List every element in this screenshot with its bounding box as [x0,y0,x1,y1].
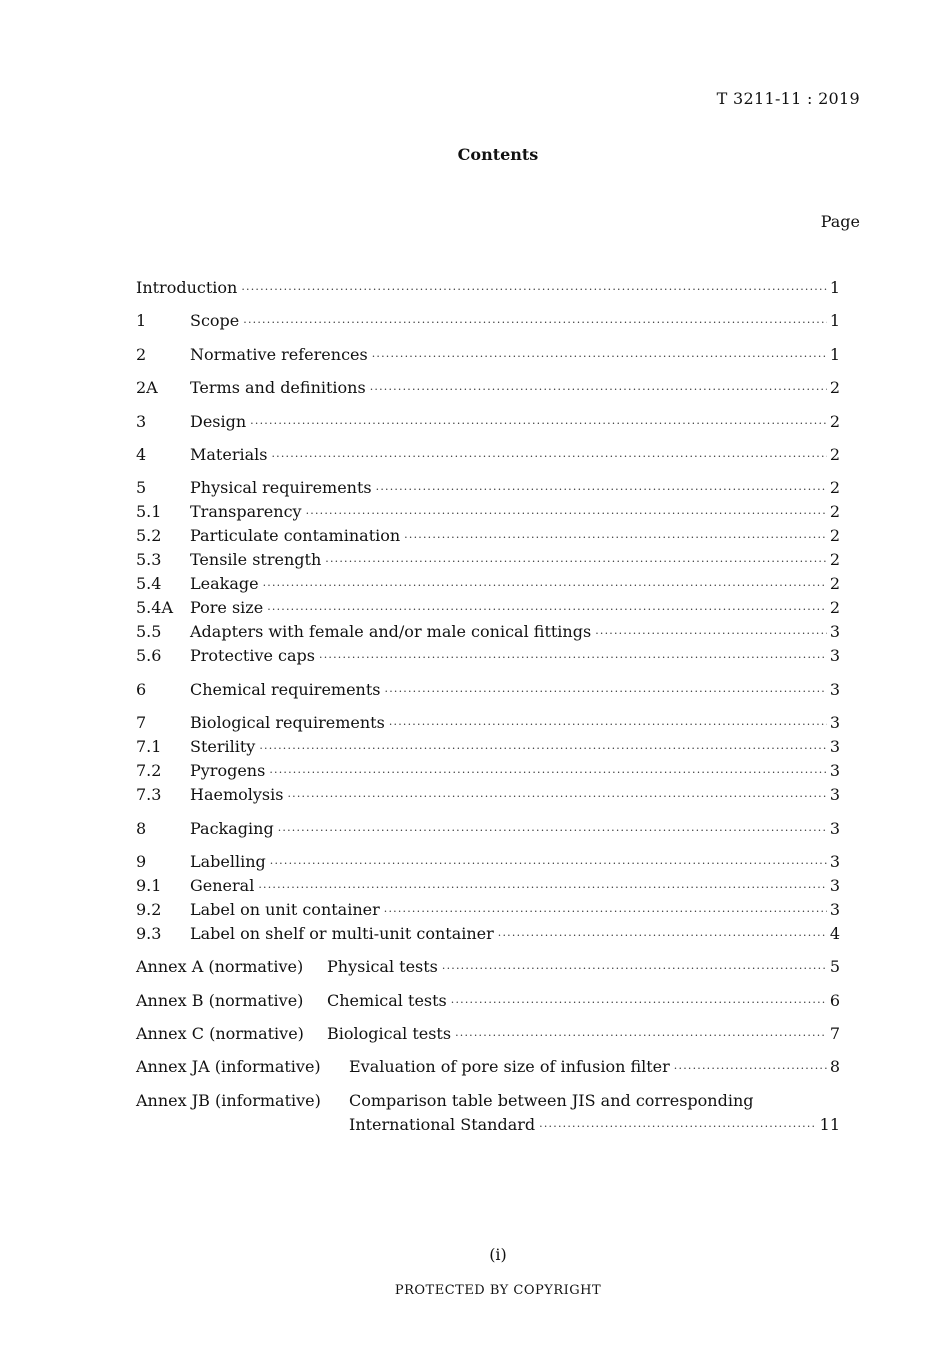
toc-entry-number: 7.1 [136,737,162,757]
leader-dots [539,1115,816,1139]
leader-dots [442,957,827,981]
toc-entry-page: 2 [829,550,840,570]
toc-entry-page: 1 [829,311,840,331]
leader-dots [370,378,827,402]
toc-entry-page: 5 [829,957,840,977]
toc-entry-title: Sterility [190,737,256,757]
toc-entry[interactable] [136,898,840,922]
toc-entry-page: 2 [829,574,840,594]
toc-entry[interactable] [136,759,840,783]
toc-entry[interactable] [136,548,840,572]
leader-dots [287,785,826,809]
toc-entry-page: 3 [829,679,840,699]
toc-entry-title: Chemical requirements [190,679,381,699]
toc-entry-page: 11 [819,1114,840,1134]
toc-entry[interactable] [136,524,840,548]
toc-entry-number: 7.3 [136,785,162,805]
toc-entry[interactable] [136,572,840,596]
toc-entry[interactable] [136,874,840,898]
toc-entry-title: Terms and definitions [190,378,366,398]
toc-entry-page: 8 [829,1057,840,1077]
toc-entry-page: 1 [829,278,840,297]
toc-annex-label: Annex C (normative) [136,1024,304,1044]
toc-entry-annex-a[interactable] [136,955,840,979]
toc-entry-number: 5.6 [136,646,162,666]
leader-dots [455,1024,827,1048]
toc-entry-number: 5.4A [136,598,173,618]
toc-entry-page: 3 [829,646,840,666]
leader-dots [674,1057,827,1081]
toc-entry-number: 5.2 [136,526,162,546]
toc-entry-title: Evaluation of pore size of infusion filter [349,1057,670,1077]
toc-entry-page: 3 [829,622,840,642]
toc-entry-number: 5.3 [136,550,162,570]
leader-dots [372,345,827,369]
toc-entry[interactable] [136,735,840,759]
leader-dots [319,646,827,670]
toc-entry[interactable] [136,850,840,874]
toc-entry-title: Leakage [190,574,259,594]
leader-dots [498,924,827,948]
toc-entry-number: 6 [136,679,147,699]
leader-dots [258,876,826,900]
toc-entry-title: Pore size [190,598,264,618]
toc-entry-page: 2 [829,378,840,398]
toc-entry-annex-ja[interactable] [136,1055,840,1079]
toc-entry-title: Label on unit container [190,899,380,919]
toc-entry-page: 3 [829,818,840,838]
leader-dots [263,574,827,598]
leader-dots [376,478,827,502]
toc-entry-title: Materials [190,444,268,464]
toc-entry-page: 3 [829,761,840,781]
toc-entry-number: 4 [136,444,147,464]
leader-dots [404,526,827,550]
page-number: (i) [489,1245,507,1264]
toc-entry[interactable] [136,343,840,367]
toc-entry-title: Pyrogens [190,761,266,781]
toc-entry-title: Adapters with female and/or male conical fittings [190,622,592,642]
toc-entry-title: Physical tests [327,957,438,977]
toc-entry-number: 5.1 [136,502,162,522]
toc-entry-page: 7 [829,1024,840,1044]
toc-entry-number: 5.5 [136,622,162,642]
toc-entry-title: Design [190,411,247,431]
toc-entry-annex-b[interactable] [136,989,840,1013]
leader-dots [270,852,827,876]
toc-entry-number: 5.4 [136,574,162,594]
leader-dots [306,502,827,526]
leader-dots [385,680,827,704]
toc-entry-title: Particulate contamination [190,526,401,546]
document-code: T 3211-11 : 2019 [716,89,860,108]
toc-entry-title: Tensile strength [190,550,322,570]
toc-entry-title: Introduction [136,278,238,297]
leader-dots [267,598,827,622]
toc-entry-number: 1 [136,311,147,331]
leader-dots [278,819,827,843]
toc-entry-number: 3 [136,411,147,431]
toc-entry-number: 9 [136,851,147,871]
leader-dots [325,550,827,574]
toc-entry-page: 3 [829,875,840,895]
toc-entry[interactable] [136,620,840,644]
table-of-contents [136,276,840,1137]
toc-entry[interactable] [136,783,840,807]
toc-entry[interactable] [136,817,840,841]
leader-dots [271,445,826,469]
toc-entry-title: Transparency [190,502,302,522]
toc-entry-page: 2 [829,502,840,522]
toc-entry-title: Normative references [190,344,368,364]
toc-entry[interactable] [136,644,840,668]
toc-entry-title: Label on shelf or multi-unit container [190,923,494,943]
leader-dots [243,311,827,335]
toc-entry-page: 2 [829,526,840,546]
toc-entry-title-continued: International Standard [349,1114,536,1134]
toc-entry-page: 2 [829,411,840,431]
toc-entry[interactable] [136,500,840,524]
toc-entry-page: 2 [829,598,840,618]
toc-entry-number: 7 [136,713,147,733]
toc-entry[interactable] [136,596,840,620]
toc-entry-title: Comparison table between JIS and corresponding [349,1090,754,1110]
leader-dots [250,412,827,436]
toc-entry-number: 8 [136,818,147,838]
toc-entry-number: 9.3 [136,923,162,943]
toc-entry-page: 3 [829,713,840,733]
toc-entry-page: 4 [829,923,840,943]
toc-annex-label: Annex JA (informative) [136,1057,321,1077]
toc-entry-page: 2 [829,478,840,498]
leader-dots [389,713,827,737]
leader-dots [259,737,826,761]
toc-entry[interactable] [136,922,840,946]
toc-entry[interactable] [136,678,840,702]
toc-entry-title: Packaging [190,818,274,838]
toc-entry-title: Biological tests [327,1024,452,1044]
toc-annex-label: Annex JB (informative) [136,1090,321,1110]
toc-entry[interactable] [136,410,840,434]
toc-entry-introduction[interactable] [136,276,840,300]
toc-entry-annex-c[interactable] [136,1022,840,1046]
toc-entry-number: 7.2 [136,761,162,781]
toc-entry[interactable] [136,309,840,333]
toc-entry-page: 1 [829,344,840,364]
toc-entry[interactable] [136,711,840,735]
toc-entry-number: 9.1 [136,875,162,895]
toc-entry-page: 6 [829,990,840,1010]
page-title: Contents [457,145,539,164]
toc-entry-number: 2A [136,378,158,398]
toc-entry-title: Protective caps [190,646,315,666]
leader-dots [451,991,827,1015]
toc-annex-label: Annex A (normative) [136,957,304,977]
leader-dots [384,900,827,924]
toc-entry-number: 9.2 [136,899,162,919]
toc-entry-title: Scope [190,311,240,331]
leader-dots [241,278,826,302]
toc-entry-page: 3 [829,851,840,871]
toc-entry-number: 5 [136,478,147,498]
toc-entry-title: Biological requirements [190,713,385,733]
toc-entry-title: Labelling [190,851,266,871]
toc-entry-page: 3 [829,737,840,757]
toc-entry[interactable] [136,443,840,467]
toc-entry-title: Physical requirements [190,478,372,498]
toc-entry-page: 3 [829,899,840,919]
toc-entry-page: 2 [829,444,840,464]
page-column-label: Page [820,212,860,231]
toc-entry-annex-jb[interactable] [136,1089,840,1113]
copyright-notice: PROTECTED BY COPYRIGHT [394,1283,602,1298]
toc-entry-title: Haemolysis [190,785,284,805]
toc-entry[interactable] [136,476,840,500]
leader-dots [269,761,827,785]
toc-entry-page: 3 [829,785,840,805]
toc-entry-title: Chemical tests [327,990,447,1010]
toc-entry-annex-jb-continuation[interactable] [136,1113,840,1137]
toc-entry-number: 2 [136,344,147,364]
toc-entry[interactable] [136,376,840,400]
leader-dots [595,622,827,646]
toc-annex-label: Annex B (normative) [136,990,304,1010]
toc-entry-title: General [190,875,255,895]
